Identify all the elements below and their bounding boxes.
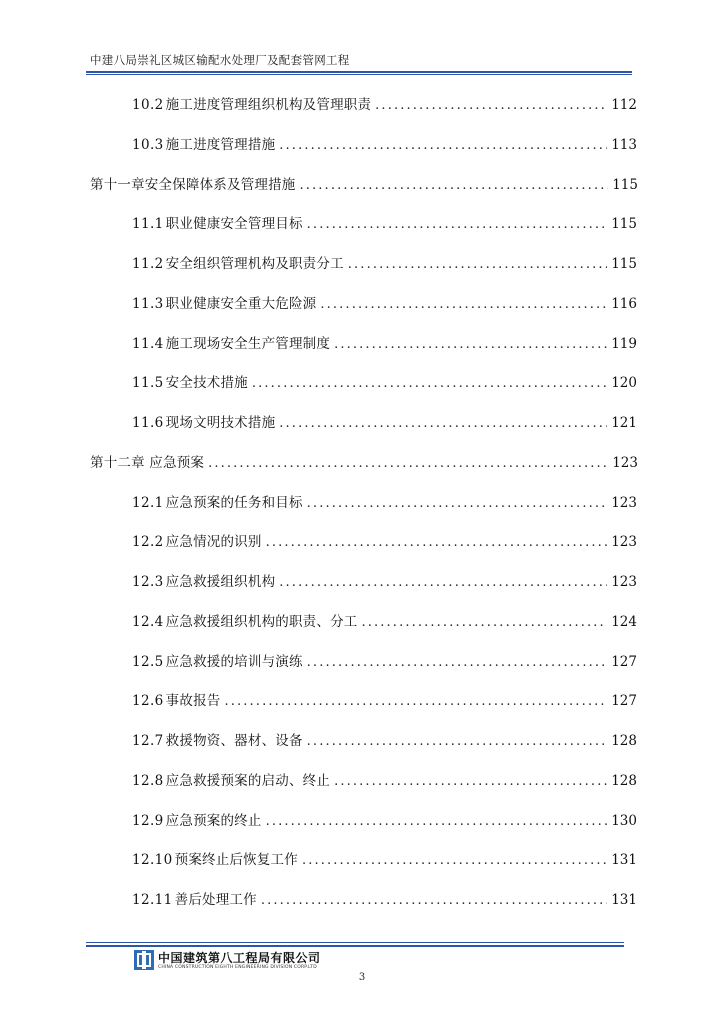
toc-entry-page: 113 [611, 136, 637, 153]
toc-dot-leader [334, 774, 607, 789]
toc-entry-page: 127 [611, 653, 637, 670]
toc-dot-leader [320, 297, 607, 312]
toc-entry-number: 11.4 [132, 335, 164, 352]
toc-entry-number: 10.3 [132, 136, 164, 153]
toc-entry-title: 现场文明技术措施 [165, 415, 276, 431]
toc-entry[interactable] [132, 689, 637, 709]
toc-entry[interactable] [132, 530, 637, 550]
toc-entry[interactable] [132, 888, 637, 908]
toc-entry[interactable] [132, 848, 637, 868]
toc-entry-number: 10.2 [132, 97, 164, 113]
toc-entry[interactable] [132, 332, 637, 352]
toc-entry-title: 善后处理工作 [174, 892, 257, 908]
toc-entry-page: 115 [611, 216, 637, 233]
header-title: 中建八局崇礼区城区输配水处理厂及配套管网工程 [90, 53, 350, 67]
toc-entry-number: 11.3 [132, 295, 164, 312]
toc-entry-page: 120 [611, 375, 637, 392]
toc-entry-title: 事故报告 [165, 693, 221, 710]
toc-entry-number: 11.6 [132, 415, 164, 431]
toc-entry-title: 应急救援的培训与演练 [165, 653, 303, 670]
header-rule-thin [86, 74, 632, 75]
toc-entry-page: 115 [612, 176, 638, 193]
toc-dot-leader [208, 456, 608, 471]
toc-entry-page: 123 [611, 534, 637, 551]
toc-entry-title: 应急救援组织机构 [165, 574, 276, 590]
toc-entry-page: 115 [611, 256, 637, 272]
toc-entry-page: 123 [611, 494, 637, 511]
toc-dot-leader [224, 694, 607, 709]
toc-dot-leader [348, 257, 607, 272]
toc-entry-title: 应急救援预案的启动、终止 [165, 772, 331, 789]
toc-dot-leader [279, 138, 607, 153]
toc-entry-title: 安全组织管理机构及职责分工 [165, 256, 344, 272]
toc-entry-number: 12.6 [132, 693, 164, 710]
toc-entry-title: 应急救援组织机构的职责、分工 [165, 613, 358, 630]
toc-entry-number: 11.2 [132, 256, 164, 272]
toc-entry[interactable] [132, 133, 637, 153]
toc-entry-number: 12.1 [132, 494, 164, 511]
toc-entry[interactable] [90, 451, 638, 471]
toc-entry-number: 12.5 [132, 653, 164, 670]
toc-entry-title: 施工现场安全生产管理制度 [165, 335, 331, 352]
toc-entry-page: 124 [611, 613, 637, 630]
footer-rule [86, 945, 624, 947]
toc-entry-page: 131 [611, 852, 637, 869]
toc-entry[interactable] [132, 93, 637, 113]
toc-dot-leader [375, 98, 607, 113]
toc-entry-number: 12.11 [132, 892, 173, 908]
toc-entry-page: 131 [611, 892, 637, 908]
toc-entry-page: 123 [611, 574, 637, 590]
toc-dot-leader [307, 496, 608, 511]
toc-dot-leader [279, 575, 607, 590]
toc-entry-title: 职业健康安全管理目标 [165, 216, 303, 233]
toc-entry[interactable] [132, 491, 637, 511]
toc-entry[interactable] [132, 212, 637, 232]
footer-company-name: 中国建筑第八工程局有限公司 [158, 951, 321, 965]
toc-entry-title: 应急预案的终止 [165, 812, 262, 829]
toc-entry-title: 第十一章安全保障体系及管理措施 [90, 176, 296, 193]
toc-entry-page: 127 [611, 693, 637, 710]
toc-dot-leader [307, 655, 608, 670]
toc-entry-title: 预案终止后恢复工作 [174, 852, 298, 869]
toc-entry-page: 116 [611, 295, 637, 312]
toc-entry-title: 应急预案的任务和目标 [165, 494, 303, 511]
toc-entry-number: 12.4 [132, 613, 164, 630]
footer-company-name-en: CHINA CONSTRUCTION EIGHTH ENGINEERING DIVISION CORP.LTD [158, 965, 317, 970]
toc-entry-number: 12.2 [132, 534, 164, 551]
toc-entry-title: 职业健康安全重大危险源 [165, 295, 317, 312]
toc-dot-leader [300, 178, 609, 193]
toc-entry-page: 123 [612, 454, 638, 471]
toc-dot-leader [307, 217, 608, 232]
page-number: 3 [358, 972, 366, 983]
toc-entry[interactable] [132, 729, 637, 749]
toc-entry[interactable] [132, 411, 637, 431]
toc-entry-title: 救援物资、器材、设备 [165, 733, 303, 749]
toc-entry-title: 应急情况的识别 [165, 534, 262, 551]
toc-entry[interactable] [132, 292, 637, 312]
toc-entry-number: 12.9 [132, 812, 164, 829]
toc-entry-title: 施工进度管理组织机构及管理职责 [165, 97, 372, 113]
header-rule [86, 71, 632, 73]
toc-entry-number: 12.8 [132, 772, 164, 789]
toc-dot-leader [266, 814, 608, 829]
toc-entry-page: 130 [611, 812, 637, 829]
toc-entry[interactable] [132, 650, 637, 670]
toc-dot-leader [334, 337, 607, 352]
toc-entry-title: 安全技术措施 [165, 375, 248, 392]
toc-entry[interactable] [132, 371, 637, 391]
cscec-logo-icon [134, 950, 154, 970]
toc-dot-leader [302, 853, 607, 868]
toc-entry-number: 12.10 [132, 852, 173, 869]
toc-entry[interactable] [132, 570, 637, 590]
toc-entry-title: 第十二章 应急预案 [90, 454, 205, 471]
toc-entry-page: 128 [611, 772, 637, 789]
toc-entry[interactable] [132, 809, 637, 829]
toc-entry-number: 12.3 [132, 574, 164, 590]
toc-entry-number: 11.5 [132, 375, 164, 392]
toc-dot-leader [261, 893, 607, 908]
toc-entry-number: 11.1 [132, 216, 164, 233]
toc-entry-page: 128 [611, 733, 637, 749]
toc-entry-page: 119 [611, 335, 637, 352]
toc-entry[interactable] [132, 769, 637, 789]
footer-rule-thin [86, 942, 624, 943]
toc-dot-leader [361, 615, 607, 630]
toc-dot-leader [279, 416, 607, 431]
toc-entry[interactable] [132, 252, 637, 272]
toc-entry-page: 112 [611, 97, 637, 113]
toc-entry-page: 121 [611, 415, 637, 431]
toc-entry[interactable] [90, 173, 638, 193]
toc-dot-leader [266, 535, 608, 550]
toc-entry[interactable] [132, 610, 637, 630]
toc-entry-number: 12.7 [132, 733, 164, 749]
toc-entry-title: 施工进度管理措施 [165, 136, 276, 153]
toc-dot-leader [252, 376, 607, 391]
toc-dot-leader [307, 734, 608, 749]
